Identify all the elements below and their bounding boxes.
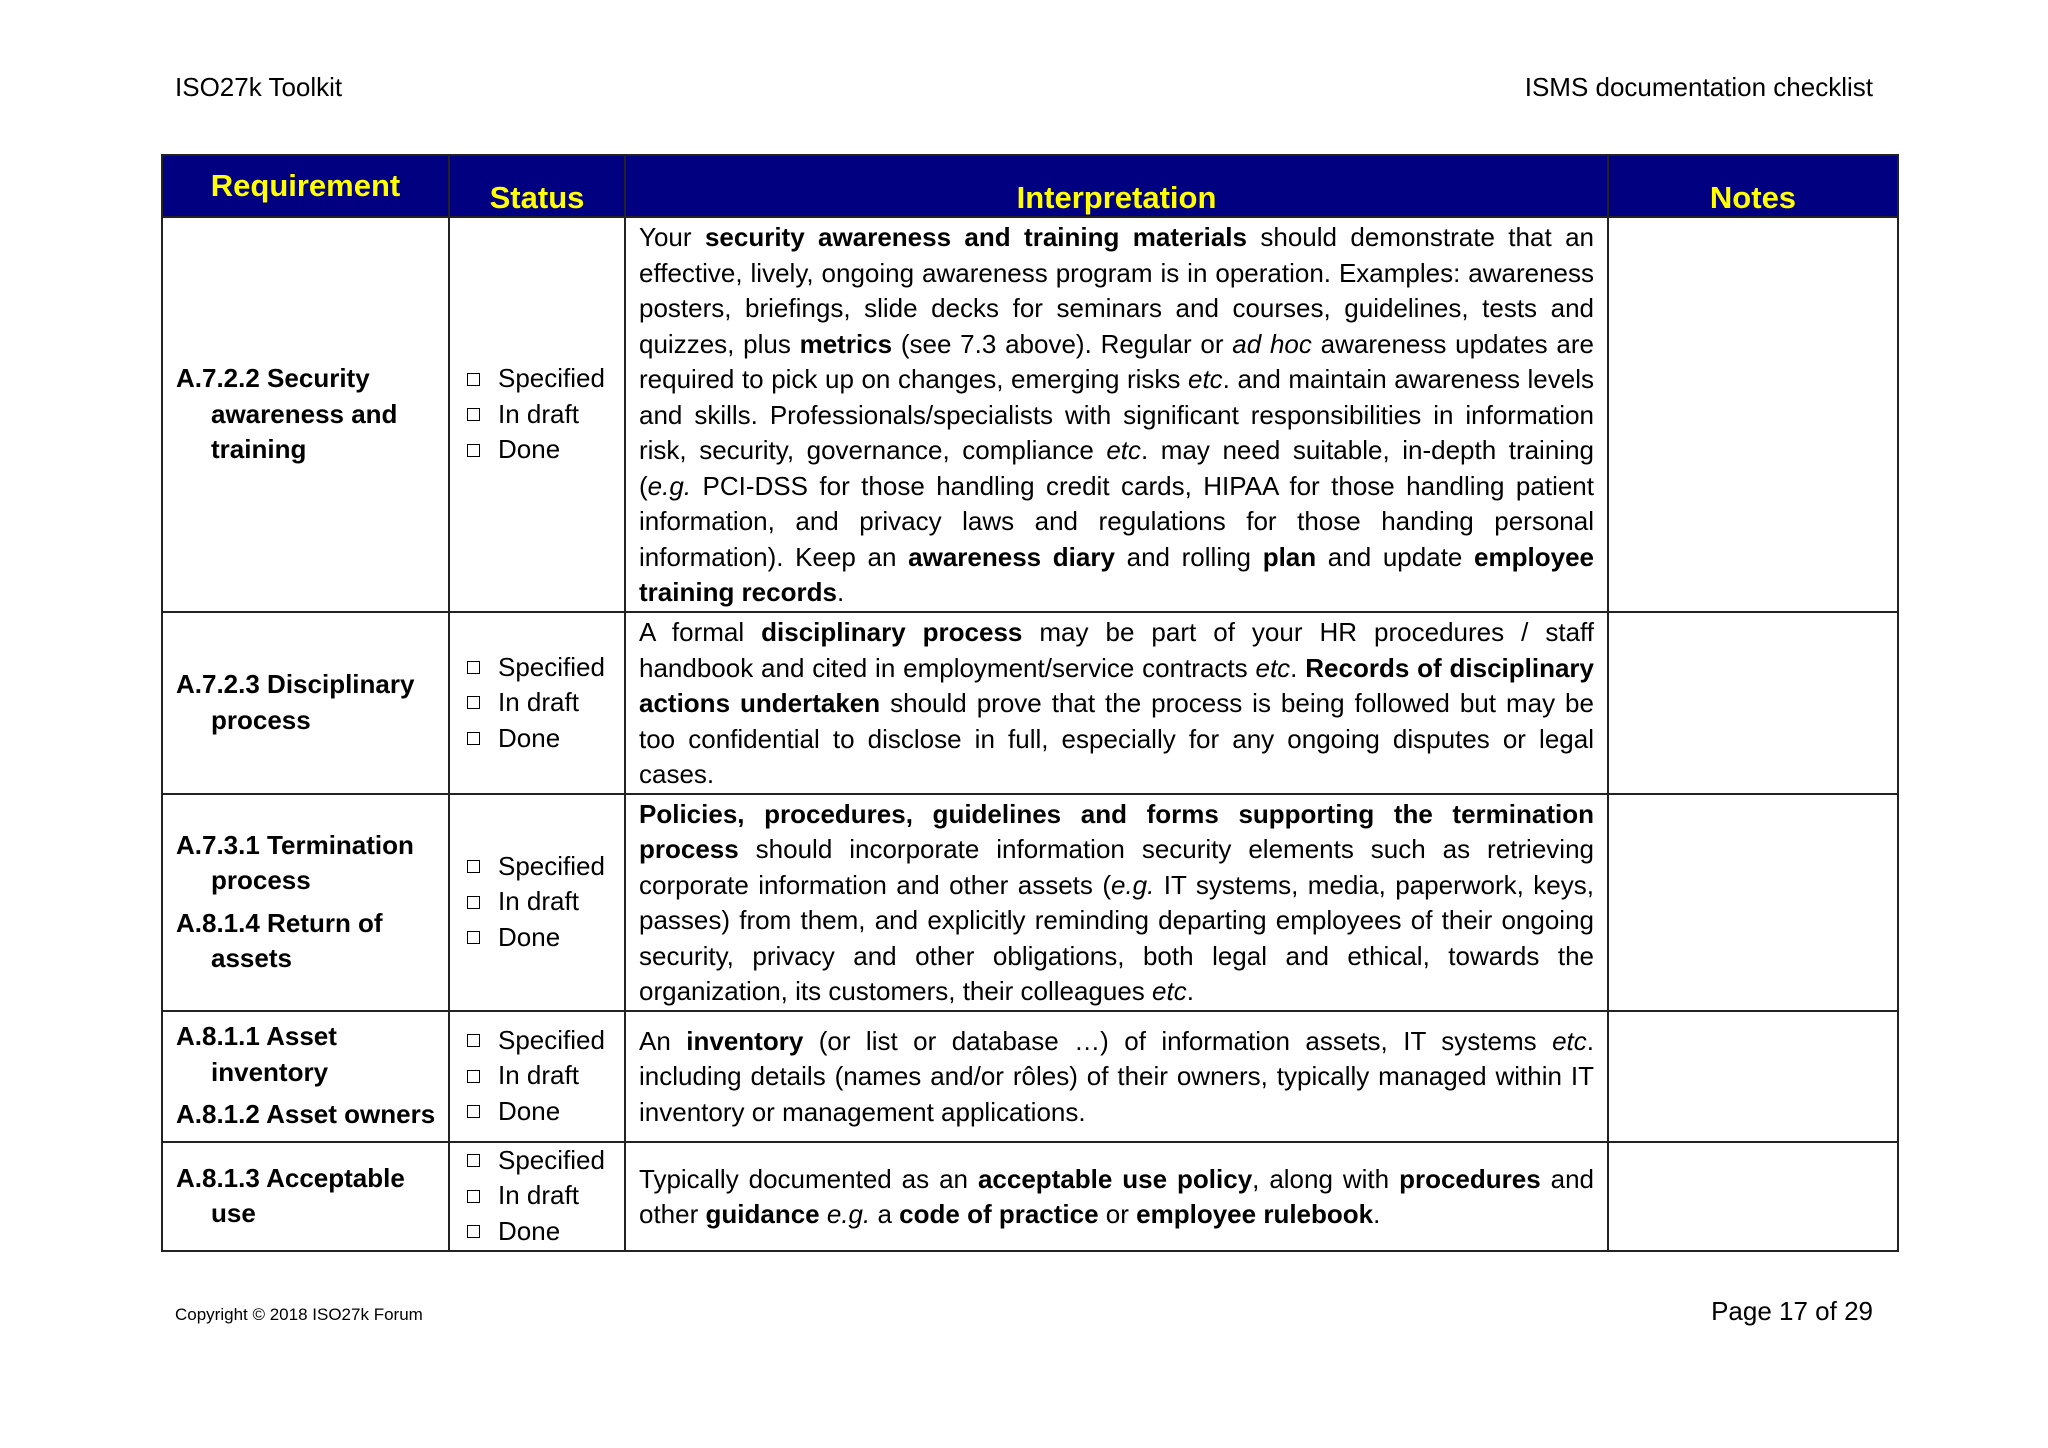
interpretation-text: acceptable use policy: [977, 1163, 1253, 1194]
status-cell: [449, 1011, 625, 1142]
status-option-label: Done: [498, 921, 561, 952]
interpretation-text: awareness updates are required to pick up on changes, emerging risks: [639, 328, 1594, 394]
interpretation-text: employee training records: [639, 541, 1594, 607]
interpretation-text: IT systems, media, paperwork, keys, passes) from them, and explicitly reminding departing employees of their ongoing security, privacy and other obligations, both legal and ethical, towards the organization, its customers, their colleagues: [639, 869, 1594, 1006]
interpretation-text: e.g.: [1110, 869, 1155, 900]
checklist-table: [161, 154, 1899, 1252]
checkbox-icon[interactable]: [467, 896, 480, 909]
interpretation-text: [820, 1199, 827, 1229]
interpretation-cell: [625, 1142, 1608, 1251]
status-option-label: In draft: [498, 687, 579, 717]
interpretation-text: code of practice: [899, 1199, 1099, 1229]
interpretation-text: etc: [1187, 364, 1223, 394]
status-option-specified[interactable]: [467, 650, 624, 686]
interpretation-text: etc: [1255, 652, 1291, 683]
interpretation-text: metrics: [799, 328, 893, 359]
interpretation-text: Policies, procedures, guidelines and forms supporting the termination process: [639, 798, 1594, 864]
status-option-label: Done: [498, 434, 561, 465]
status-option-label: Specified: [498, 363, 605, 394]
interpretation-text: Records of disciplinary actions undertaken: [639, 652, 1595, 718]
interpretation-text: PCI-DSS for those handling credit cards, HIPAA for those handling patient information, and privacy laws and regulations for those handing personal information). Keep an: [639, 470, 1594, 572]
interpretation-text: inventory: [686, 1025, 804, 1056]
page-number: Page 17 of 29: [1711, 1296, 1873, 1326]
status-option-label: Done: [498, 1215, 561, 1246]
status-option-label: Done: [498, 722, 561, 753]
status-option-label: Specified: [498, 1144, 605, 1175]
status-cell: [449, 1142, 625, 1251]
status-option-in-draft[interactable]: [467, 1178, 624, 1214]
notes-cell[interactable]: [1608, 217, 1898, 612]
table-row: [162, 1011, 1898, 1142]
requirement-label: A.7.3.1 Termination process: [176, 829, 414, 895]
interpretation-text: e.g.: [826, 1199, 871, 1229]
column-header-interpretation: Interpretation: [625, 155, 1608, 217]
interpretation-text: plan: [1262, 541, 1317, 572]
checkbox-icon[interactable]: [467, 732, 480, 745]
copyright-notice: Copyright © 2018 ISO27k Forum: [175, 1305, 423, 1324]
requirement-label: A.8.1.1 Asset inventory: [176, 1021, 337, 1087]
interpretation-text: should prove that the process is being followed but may be too confidential to disclose in full, especially for any ongoing disputes or legal cases.: [639, 688, 1594, 789]
interpretation-text: guidance: [705, 1199, 820, 1229]
requirement-label: A.7.2.2 Security awareness and training: [176, 363, 398, 465]
checkbox-icon[interactable]: [467, 408, 480, 421]
status-option-label: In draft: [498, 1180, 579, 1211]
requirement-label: A.7.2.3 Disciplinary process: [176, 669, 415, 735]
status-option-label: Specified: [498, 850, 605, 881]
status-option-done[interactable]: [467, 1094, 624, 1130]
checkbox-icon[interactable]: [467, 1105, 480, 1118]
checkbox-icon[interactable]: [467, 661, 480, 674]
requirement-label: A.8.1.4 Return of assets: [176, 907, 383, 973]
interpretation-text: or: [1098, 1199, 1137, 1229]
status-option-label: Specified: [498, 651, 605, 682]
interpretation-text: and other: [639, 1163, 1594, 1229]
table-body: [162, 217, 1898, 1251]
checkbox-icon[interactable]: [467, 444, 480, 457]
interpretation-text: .: [1186, 976, 1194, 1006]
interpretation-text: (see 7.3 above). Regular or: [892, 328, 1233, 359]
checkbox-icon[interactable]: [467, 860, 480, 873]
notes-cell[interactable]: [1608, 1142, 1898, 1251]
interpretation-text: Typically documented as an: [639, 1163, 978, 1194]
notes-cell[interactable]: [1608, 1011, 1898, 1142]
checkbox-icon[interactable]: [467, 1190, 480, 1203]
table-row: [162, 794, 1898, 1011]
status-option-done[interactable]: [467, 432, 624, 468]
interpretation-text: . including details (names and/or rôles) of their owners, typically managed within IT inventory or management applications.: [639, 1025, 1594, 1127]
status-option-in-draft[interactable]: [467, 397, 624, 433]
column-header-requirement: Requirement: [162, 155, 449, 217]
checkbox-icon[interactable]: [467, 931, 480, 944]
interpretation-text: Your: [639, 222, 705, 252]
interpretation-text: employee rulebook: [1136, 1199, 1374, 1229]
interpretation-text: may be part of your HR procedures / staff handbook and cited in employment/service contracts: [639, 617, 1595, 683]
checkbox-icon[interactable]: [467, 696, 480, 709]
interpretation-text: a: [870, 1199, 900, 1229]
status-option-specified[interactable]: [467, 1023, 624, 1059]
status-option-in-draft[interactable]: [467, 685, 624, 721]
checkbox-icon[interactable]: [467, 1225, 480, 1238]
interpretation-text: awareness diary: [908, 541, 1115, 572]
table-row: [162, 612, 1898, 794]
interpretation-text: etc: [1552, 1025, 1587, 1056]
table-header-row: [162, 155, 1898, 217]
interpretation-text: e.g.: [647, 470, 692, 501]
interpretation-text: An: [639, 1025, 687, 1056]
status-option-specified[interactable]: [467, 1143, 624, 1179]
status-option-done[interactable]: [467, 1214, 624, 1250]
table-row: [162, 1142, 1898, 1251]
checkbox-icon[interactable]: [467, 1034, 480, 1047]
interpretation-cell: [625, 1011, 1608, 1142]
interpretation-text: .: [1290, 652, 1306, 683]
status-option-done[interactable]: [467, 721, 624, 757]
requirement-cell: [162, 217, 449, 612]
status-option-label: In draft: [498, 398, 579, 429]
requirement-cell: [162, 1011, 449, 1142]
checkbox-icon[interactable]: [467, 373, 480, 386]
status-cell: [449, 612, 625, 794]
interpretation-text: A formal: [639, 617, 762, 647]
interpretation-text: security awareness and training materials: [704, 222, 1247, 252]
interpretation-text: etc: [1106, 435, 1142, 465]
interpretation-text: procedures: [1399, 1163, 1541, 1194]
status-option-in-draft[interactable]: [467, 1058, 624, 1094]
interpretation-text: , along with: [1252, 1163, 1400, 1194]
status-option-done[interactable]: [467, 920, 624, 956]
interpretation-text: (or list or database …) of information assets, IT systems: [803, 1025, 1553, 1056]
interpretation-text: . and maintain awareness levels and skills. Professionals/specialists with significant responsibilities in information risk, security, governance, compliance: [639, 364, 1594, 465]
document-title: ISMS documentation checklist: [1524, 72, 1873, 102]
interpretation-text: disciplinary process: [761, 617, 1023, 647]
interpretation-text: etc: [1152, 976, 1187, 1006]
interpretation-text: should demonstrate that an effective, lively, ongoing awareness program is in operation. Examples: awareness posters, briefings, slide decks for seminars and courses, guidelines, tests and quizzes, plus: [639, 222, 1594, 359]
requirement-cell: [162, 1142, 449, 1251]
notes-cell[interactable]: [1608, 612, 1898, 794]
interpretation-text: and rolling: [1114, 541, 1263, 572]
status-option-specified[interactable]: [467, 849, 624, 885]
notes-cell[interactable]: [1608, 794, 1898, 1011]
requirement-cell: [162, 794, 449, 1011]
requirement-cell: [162, 612, 449, 794]
table-row: [162, 217, 1898, 612]
interpretation-text: should incorporate information security elements such as retrieving corporate information and other assets (: [639, 834, 1594, 900]
interpretation-text: .: [836, 577, 845, 607]
status-cell: [449, 217, 625, 612]
column-header-notes: Notes: [1608, 155, 1898, 217]
requirement-label: A.8.1.3 Acceptable use: [176, 1162, 405, 1228]
status-option-label: In draft: [498, 1060, 579, 1091]
status-option-label: In draft: [498, 886, 579, 917]
column-header-status: Status: [449, 155, 625, 217]
interpretation-text: and update: [1316, 541, 1475, 572]
requirement-label: A.8.1.2 Asset owners: [176, 1099, 436, 1130]
interpretation-text: . may need suitable, in-depth training (: [639, 435, 1594, 501]
interpretation-text: ad hoc: [1232, 328, 1312, 359]
status-option-label: Done: [498, 1095, 561, 1126]
interpretation-cell: [625, 794, 1608, 1011]
status-option-specified[interactable]: [467, 361, 624, 397]
status-cell: [449, 794, 625, 1011]
interpretation-cell: [625, 612, 1608, 794]
status-option-label: Specified: [498, 1024, 605, 1055]
interpretation-text: .: [1373, 1199, 1381, 1229]
interpretation-cell: [625, 217, 1608, 612]
checkbox-icon[interactable]: [467, 1070, 480, 1083]
header-title: ISO27k Toolkit: [175, 72, 343, 102]
status-option-in-draft[interactable]: [467, 884, 624, 920]
checkbox-icon[interactable]: [467, 1154, 480, 1167]
